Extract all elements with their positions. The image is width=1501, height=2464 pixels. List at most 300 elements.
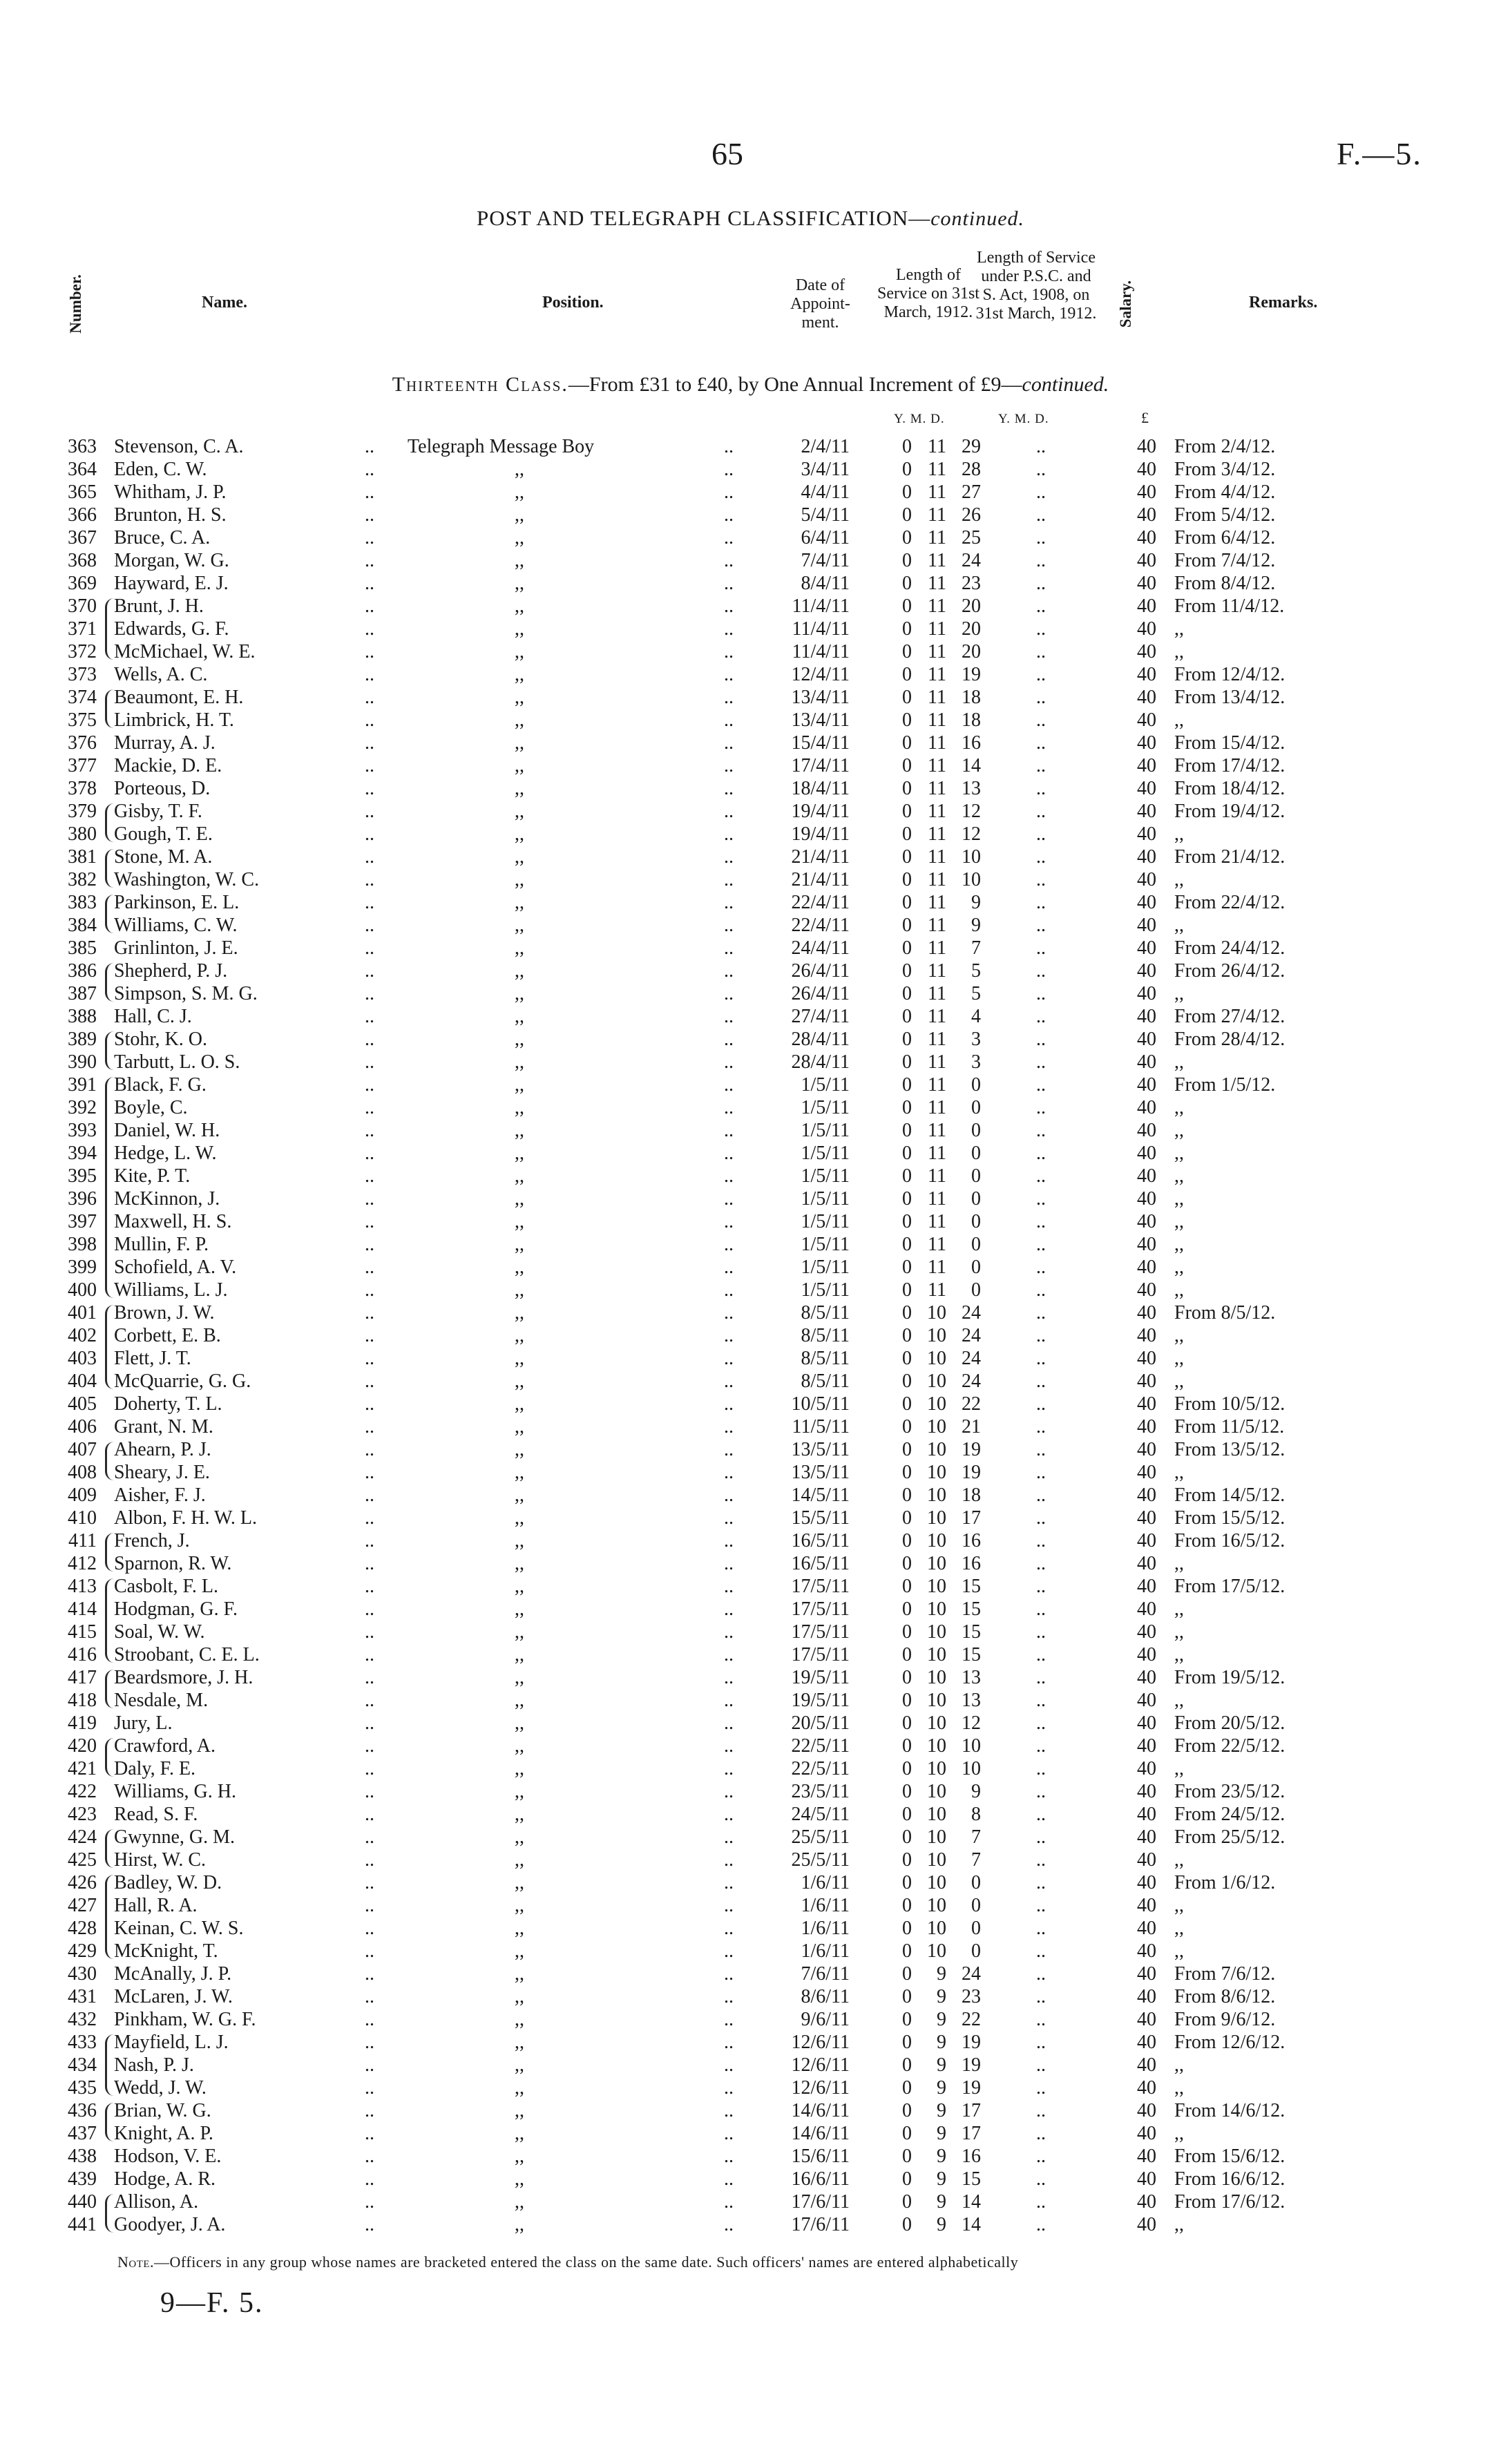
- leader-dots: ..: [365, 1758, 374, 1779]
- row-years: 0: [902, 436, 912, 457]
- row-psc-service: ..: [1036, 1940, 1046, 1962]
- row-psc-service: ..: [1036, 1690, 1046, 1711]
- group-bracket: [105, 1738, 114, 1777]
- row-name: Nash, P. J.: [114, 2054, 194, 2076]
- row-remarks: From 5/4/12.: [1174, 504, 1276, 526]
- row-years: 0: [902, 1234, 912, 1255]
- row-number: 413: [68, 1576, 97, 1597]
- page-number: 65: [711, 136, 743, 171]
- row-salary: 40: [1137, 1804, 1156, 1825]
- row-salary: 40: [1137, 1257, 1156, 1278]
- row-months: 11: [928, 778, 946, 799]
- row-remarks: From 13/5/12.: [1174, 1439, 1285, 1460]
- row-number: 418: [68, 1690, 97, 1711]
- leader-dots: ..: [365, 732, 374, 754]
- row-psc-service: ..: [1036, 1735, 1046, 1757]
- row-days: 21: [962, 1416, 981, 1438]
- row-date: 15/4/11: [791, 732, 850, 754]
- row-name: McKinnon, J.: [114, 1188, 220, 1210]
- row-salary: 40: [1137, 1143, 1156, 1164]
- row-position: ,,: [515, 1667, 524, 1688]
- row-remarks: ,,: [1174, 1644, 1184, 1665]
- row-days: 19: [962, 1439, 981, 1460]
- row-number: 411: [68, 1530, 97, 1551]
- row-psc-service: ..: [1036, 664, 1046, 685]
- row-days: 0: [971, 1120, 981, 1141]
- row-salary: 40: [1137, 1348, 1156, 1369]
- row-name: Hodson, V. E.: [114, 2146, 222, 2167]
- row-remarks: ,,: [1174, 1553, 1184, 1574]
- row-name: Hayward, E. J.: [114, 573, 229, 594]
- header-name: Name.: [202, 294, 247, 312]
- row-months: 11: [928, 573, 946, 594]
- leader-dots: ..: [365, 527, 374, 548]
- leader-dots: ..: [724, 2054, 734, 2076]
- row-date: 14/5/11: [791, 1484, 850, 1506]
- row-months: 11: [928, 459, 946, 480]
- row-date: 1/5/11: [801, 1279, 850, 1301]
- row-position: ,,: [515, 1371, 524, 1392]
- row-date: 8/4/11: [801, 573, 850, 594]
- leader-dots: ..: [365, 1781, 374, 1802]
- row-name: Hall, C. J.: [114, 1006, 192, 1027]
- row-date: 8/5/11: [801, 1325, 850, 1346]
- row-number: 409: [68, 1484, 97, 1506]
- row-salary: 40: [1137, 1963, 1156, 1985]
- row-days: 0: [971, 1940, 981, 1962]
- row-position: ,,: [515, 869, 524, 890]
- row-days: 10: [962, 1735, 981, 1757]
- leader-dots: ..: [365, 778, 374, 799]
- subhead-ymd-psc: Y. M. D.: [998, 412, 1049, 426]
- row-position: ,,: [515, 1462, 524, 1483]
- row-date: 28/4/11: [791, 1029, 850, 1050]
- table-row: [0, 1621, 1501, 1643]
- row-remarks: From 27/4/12.: [1174, 1006, 1285, 1027]
- table-row: [0, 1073, 1501, 1096]
- leader-dots: ..: [724, 2214, 734, 2235]
- row-years: 0: [902, 1986, 912, 2007]
- row-days: 14: [962, 2191, 981, 2213]
- leader-dots: ..: [724, 1530, 734, 1551]
- row-remarks: From 12/6/12.: [1174, 2032, 1285, 2053]
- row-position: ,,: [515, 1325, 524, 1346]
- row-position: ,,: [515, 1690, 524, 1711]
- row-months: 11: [928, 1234, 946, 1255]
- row-position: ,,: [515, 1644, 524, 1665]
- row-years: 0: [902, 823, 912, 845]
- row-date: 11/5/11: [792, 1416, 850, 1438]
- row-position: ,,: [515, 1257, 524, 1278]
- row-date: 8/5/11: [801, 1302, 850, 1324]
- leader-dots: ..: [724, 2191, 734, 2213]
- leader-dots: ..: [365, 937, 374, 959]
- row-salary: 40: [1137, 2077, 1156, 2099]
- row-date: 17/4/11: [791, 755, 850, 776]
- row-salary: 40: [1137, 1735, 1156, 1757]
- row-date: 21/4/11: [791, 869, 850, 890]
- row-number: 380: [68, 823, 97, 845]
- row-salary: 40: [1137, 481, 1156, 503]
- row-name: Limbrick, H. T.: [114, 709, 234, 731]
- row-days: 0: [971, 1918, 981, 1939]
- row-number: 369: [68, 573, 97, 594]
- row-salary: 40: [1137, 755, 1156, 776]
- row-position: ,,: [515, 846, 524, 868]
- table-row: [0, 1279, 1501, 1301]
- row-years: 0: [902, 1074, 912, 1096]
- row-months: 11: [928, 1211, 946, 1232]
- row-years: 0: [902, 1029, 912, 1050]
- table-row: [0, 1028, 1501, 1051]
- row-number: 388: [68, 1006, 97, 1027]
- row-remarks: ,,: [1174, 1598, 1184, 1620]
- row-remarks: From 20/5/12.: [1174, 1712, 1285, 1734]
- row-days: 15: [962, 1576, 981, 1597]
- table-row: [0, 2076, 1501, 2099]
- row-months: 11: [928, 801, 946, 822]
- row-days: 4: [971, 1006, 981, 1027]
- table-row: [0, 1461, 1501, 1484]
- row-number: 399: [68, 1257, 97, 1278]
- row-days: 0: [971, 1872, 981, 1893]
- row-date: 7/4/11: [801, 550, 850, 571]
- leader-dots: ..: [724, 1302, 734, 1324]
- table-row: [0, 1347, 1501, 1370]
- leader-dots: ..: [724, 1895, 734, 1916]
- row-months: 11: [928, 892, 946, 913]
- leader-dots: ..: [365, 2168, 374, 2190]
- row-position: ,,: [515, 755, 524, 776]
- leader-dots: ..: [365, 1872, 374, 1893]
- row-years: 0: [902, 1302, 912, 1324]
- table-row: [0, 823, 1501, 846]
- row-remarks: ,,: [1174, 618, 1184, 640]
- row-position: ,,: [515, 1393, 524, 1415]
- row-name: Williams, C. W.: [114, 915, 238, 936]
- row-date: 24/4/11: [791, 937, 850, 959]
- row-days: 27: [962, 481, 981, 503]
- row-remarks: ,,: [1174, 1120, 1184, 1141]
- leader-dots: ..: [724, 1051, 734, 1073]
- leader-dots: ..: [365, 504, 374, 526]
- row-number: 385: [68, 937, 97, 959]
- row-remarks: From 28/4/12.: [1174, 1029, 1285, 1050]
- header-remarks: Remarks.: [1249, 294, 1318, 312]
- row-psc-service: ..: [1036, 801, 1046, 822]
- row-date: 1/5/11: [801, 1188, 850, 1210]
- row-months: 11: [928, 1279, 946, 1301]
- row-remarks: ,,: [1174, 1690, 1184, 1711]
- row-date: 1/5/11: [801, 1097, 850, 1118]
- row-name: Murray, A. J.: [114, 732, 216, 754]
- row-salary: 40: [1137, 823, 1156, 845]
- table-row: [0, 2190, 1501, 2213]
- row-remarks: From 8/6/12.: [1174, 1986, 1276, 2007]
- row-days: 19: [962, 2054, 981, 2076]
- row-months: 11: [928, 1074, 946, 1096]
- row-name: Aisher, F. J.: [114, 1484, 206, 1506]
- row-position: ,,: [515, 778, 524, 799]
- row-months: 11: [928, 1097, 946, 1118]
- leader-dots: ..: [365, 2100, 374, 2121]
- row-date: 18/4/11: [791, 778, 850, 799]
- row-salary: 40: [1137, 2009, 1156, 2030]
- leader-dots: ..: [365, 1325, 374, 1346]
- row-number: 384: [68, 915, 97, 936]
- row-psc-service: ..: [1036, 1849, 1046, 1871]
- row-months: 10: [927, 1484, 946, 1506]
- leader-dots: ..: [365, 641, 374, 662]
- row-months: 10: [927, 1325, 946, 1346]
- row-number: 424: [68, 1826, 97, 1848]
- row-years: 0: [902, 1393, 912, 1415]
- row-number: 366: [68, 504, 97, 526]
- row-position: ,,: [515, 892, 524, 913]
- row-salary: 40: [1137, 1165, 1156, 1187]
- row-months: 11: [928, 960, 946, 982]
- leader-dots: ..: [365, 1029, 374, 1050]
- row-position: ,,: [515, 1507, 524, 1529]
- row-remarks: ,,: [1174, 1918, 1184, 1939]
- leader-dots: ..: [365, 1712, 374, 1734]
- row-number: 383: [68, 892, 97, 913]
- row-months: 11: [928, 869, 946, 890]
- row-name: McLaren, J. W.: [114, 1986, 233, 2007]
- row-name: Grant, N. M.: [114, 1416, 213, 1438]
- row-date: 1/6/11: [801, 1940, 850, 1962]
- row-psc-service: ..: [1036, 1667, 1046, 1688]
- leader-dots: ..: [365, 1371, 374, 1392]
- row-date: 1/5/11: [801, 1234, 850, 1255]
- row-months: 10: [927, 1918, 946, 1939]
- leader-dots: ..: [724, 1120, 734, 1141]
- table-row: [0, 2168, 1501, 2190]
- header-salary: Salary.: [1117, 280, 1134, 328]
- row-years: 0: [902, 1576, 912, 1597]
- row-remarks: From 15/5/12.: [1174, 1507, 1285, 1529]
- row-years: 0: [902, 2009, 912, 2030]
- row-position: ,,: [515, 2146, 524, 2167]
- row-position: ,,: [515, 1051, 524, 1073]
- row-months: 10: [927, 1735, 946, 1757]
- row-months: 10: [927, 1872, 946, 1893]
- row-position: ,,: [515, 1963, 524, 1985]
- row-remarks: ,,: [1174, 915, 1184, 936]
- leader-dots: ..: [724, 1416, 734, 1438]
- row-salary: 40: [1137, 869, 1156, 890]
- row-years: 0: [902, 1120, 912, 1141]
- row-salary: 40: [1137, 1553, 1156, 1574]
- table-row: [0, 1962, 1501, 1985]
- table-row: [0, 686, 1501, 709]
- row-position: ,,: [515, 1439, 524, 1460]
- row-date: 13/4/11: [791, 687, 850, 708]
- row-remarks: From 24/5/12.: [1174, 1804, 1285, 1825]
- row-date: 14/6/11: [791, 2100, 850, 2121]
- row-remarks: ,,: [1174, 1462, 1184, 1483]
- row-days: 13: [962, 778, 981, 799]
- row-remarks: From 22/4/12.: [1174, 892, 1285, 913]
- row-months: 9: [937, 2214, 946, 2235]
- row-number: 381: [68, 846, 97, 868]
- row-salary: 40: [1137, 1826, 1156, 1848]
- row-name: McKnight, T.: [114, 1940, 218, 1962]
- row-remarks: ,,: [1174, 1279, 1184, 1301]
- leader-dots: ..: [724, 1507, 734, 1529]
- row-days: 25: [962, 527, 981, 548]
- table-row: [0, 868, 1501, 891]
- row-remarks: From 15/4/12.: [1174, 732, 1285, 754]
- row-remarks: From 11/5/12.: [1174, 1416, 1285, 1438]
- row-position: ,,: [515, 1120, 524, 1141]
- row-remarks: From 12/4/12.: [1174, 664, 1285, 685]
- row-number: 398: [68, 1234, 97, 1255]
- row-psc-service: ..: [1036, 846, 1046, 868]
- row-name: Gough, T. E.: [114, 823, 213, 845]
- leader-dots: ..: [724, 2168, 734, 2190]
- row-psc-service: ..: [1036, 459, 1046, 480]
- row-date: 12/4/11: [791, 664, 850, 685]
- row-remarks: ,,: [1174, 709, 1184, 731]
- table-row: [0, 2008, 1501, 2031]
- row-salary: 40: [1137, 1918, 1156, 1939]
- row-psc-service: ..: [1036, 1918, 1046, 1939]
- row-days: 3: [971, 1029, 981, 1050]
- row-years: 0: [902, 2032, 912, 2053]
- row-remarks: ,,: [1174, 1211, 1184, 1232]
- group-bracket: [105, 963, 114, 1002]
- row-days: 24: [962, 1963, 981, 1985]
- row-remarks: From 7/4/12.: [1174, 550, 1276, 571]
- table-row: [0, 526, 1501, 549]
- row-salary: 40: [1137, 641, 1156, 662]
- row-date: 1/5/11: [801, 1074, 850, 1096]
- table-row: [0, 1780, 1501, 1803]
- row-months: 10: [927, 1530, 946, 1551]
- row-months: 10: [927, 1621, 946, 1643]
- row-number: 415: [68, 1621, 97, 1643]
- row-number: 435: [68, 2077, 97, 2099]
- leader-dots: ..: [365, 2146, 374, 2167]
- table-row: [0, 709, 1501, 732]
- row-days: 17: [962, 2100, 981, 2121]
- row-date: 10/5/11: [791, 1393, 850, 1415]
- leader-dots: ..: [724, 1553, 734, 1574]
- row-salary: 40: [1137, 1644, 1156, 1665]
- row-number: 440: [68, 2191, 97, 2213]
- leader-dots: ..: [724, 1257, 734, 1278]
- row-years: 0: [902, 1963, 912, 1985]
- row-number: 432: [68, 2009, 97, 2030]
- row-psc-service: ..: [1036, 573, 1046, 594]
- table-row: [0, 481, 1501, 504]
- leader-dots: ..: [365, 1439, 374, 1460]
- table-row: [0, 458, 1501, 481]
- row-date: 9/6/11: [801, 2009, 850, 2030]
- row-years: 0: [902, 2191, 912, 2213]
- row-number: 379: [68, 801, 97, 822]
- row-salary: 40: [1137, 1234, 1156, 1255]
- row-months: 9: [937, 2077, 946, 2099]
- row-years: 0: [902, 1416, 912, 1438]
- row-name: Corbett, E. B.: [114, 1325, 221, 1346]
- row-salary: 40: [1137, 1074, 1156, 1096]
- row-months: 11: [928, 709, 946, 731]
- leader-dots: ..: [724, 1325, 734, 1346]
- row-psc-service: ..: [1036, 1530, 1046, 1551]
- table-row: [0, 1142, 1501, 1165]
- row-date: 22/5/11: [791, 1735, 850, 1757]
- row-years: 0: [902, 869, 912, 890]
- row-position: ,,: [515, 1986, 524, 2007]
- row-salary: 40: [1137, 937, 1156, 959]
- row-psc-service: ..: [1036, 1371, 1046, 1392]
- row-position: ,,: [515, 1188, 524, 1210]
- row-remarks: From 15/6/12.: [1174, 2146, 1285, 2167]
- row-position: ,,: [515, 2032, 524, 2053]
- leader-dots: ..: [724, 1143, 734, 1164]
- row-number: 378: [68, 778, 97, 799]
- row-date: 12/6/11: [791, 2077, 850, 2099]
- row-date: 6/4/11: [801, 527, 850, 548]
- row-days: 5: [971, 983, 981, 1004]
- table-row: [0, 595, 1501, 618]
- leader-dots: ..: [724, 1690, 734, 1711]
- row-remarks: From 1/5/12.: [1174, 1074, 1276, 1096]
- row-position: ,,: [515, 2191, 524, 2213]
- row-date: 4/4/11: [801, 481, 850, 503]
- row-days: 23: [962, 573, 981, 594]
- leader-dots: ..: [365, 846, 374, 868]
- row-salary: 40: [1137, 2146, 1156, 2167]
- row-date: 16/6/11: [791, 2168, 850, 2190]
- row-remarks: ,,: [1174, 1188, 1184, 1210]
- row-months: 10: [927, 1644, 946, 1665]
- row-name: Grinlinton, J. E.: [114, 937, 238, 959]
- row-months: 11: [928, 983, 946, 1004]
- row-name: Kite, P. T.: [114, 1165, 191, 1187]
- row-position: ,,: [515, 481, 524, 503]
- leader-dots: ..: [724, 1439, 734, 1460]
- row-name: Stroobant, C. E. L.: [114, 1644, 260, 1665]
- row-salary: 40: [1137, 1872, 1156, 1893]
- table-row: [0, 1575, 1501, 1598]
- row-position: Telegraph Message Boy: [408, 436, 595, 457]
- row-psc-service: ..: [1036, 1439, 1046, 1460]
- row-position: ,,: [515, 2077, 524, 2099]
- row-years: 0: [902, 1621, 912, 1643]
- row-months: 11: [928, 1165, 946, 1187]
- row-number: 404: [68, 1371, 97, 1392]
- row-number: 402: [68, 1325, 97, 1346]
- leader-dots: ..: [724, 1872, 734, 1893]
- table-row: [0, 2122, 1501, 2145]
- table-row: [0, 1712, 1501, 1735]
- row-months: 10: [927, 1576, 946, 1597]
- leader-dots: ..: [365, 1165, 374, 1187]
- row-name: Sheary, J. E.: [114, 1462, 210, 1483]
- leader-dots: ..: [365, 801, 374, 822]
- row-days: 19: [962, 2077, 981, 2099]
- leader-dots: ..: [724, 1188, 734, 1210]
- row-salary: 40: [1137, 527, 1156, 548]
- leader-dots: ..: [365, 1826, 374, 1848]
- table-row: [0, 1301, 1501, 1324]
- row-date: 1/5/11: [801, 1211, 850, 1232]
- row-position: ,,: [515, 732, 524, 754]
- row-years: 0: [902, 915, 912, 936]
